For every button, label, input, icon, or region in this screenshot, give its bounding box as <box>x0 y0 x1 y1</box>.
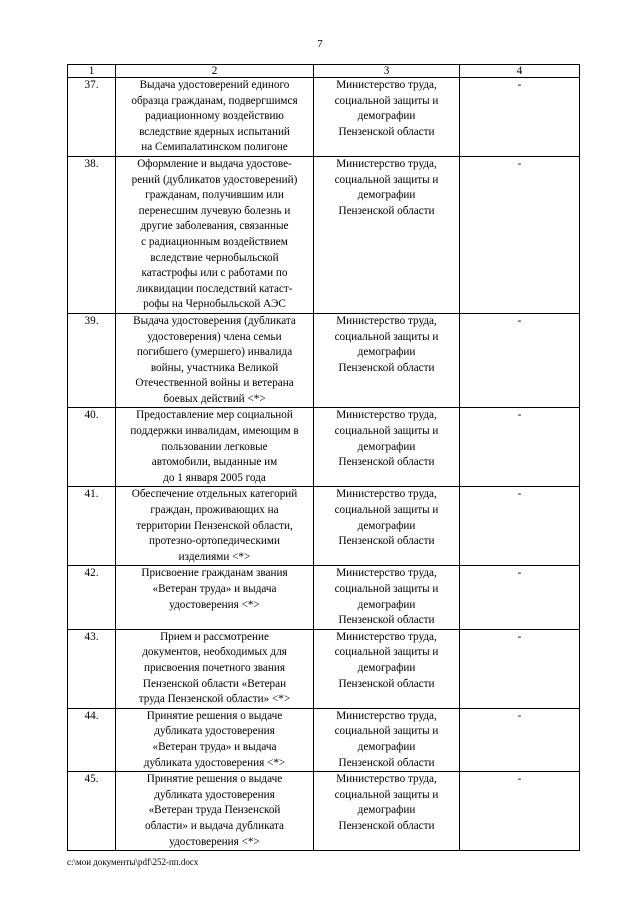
service-name-cell: Принятие решения о выдаче дубликата удостоверения «Ветеран труда Пензенской области» и выдача дубликата удостоверения <*> <box>116 772 314 851</box>
responsible-body-cell: Министерство труда, социальной защиты и демографии Пензенской области <box>314 566 460 629</box>
service-name-cell: Оформление и выдача удостове- рений (дубликатов удостоверений) гражданам, получившим или перенесшим лучевую болезнь и другие заболевания, связанные с радиационным воздействием вследствие чернобыльской катастрофы или с работами по ликвидации последствий катаст- рофы на Чернобыльской АЭС <box>116 156 314 313</box>
row-number-cell: 45. <box>68 772 116 851</box>
note-cell: - <box>460 156 580 313</box>
note-cell: - <box>460 629 580 708</box>
service-name-cell: Обеспечение отдельных категорий граждан, проживающих на территории Пензенской области, протезно-ортопедическими изделиями <*> <box>116 487 314 566</box>
table-row <box>68 487 580 566</box>
column-header-3: 3 <box>314 65 460 78</box>
service-name-cell: Выдача удостоверения (дубликата удостоверения) члена семьи погибшего (умершего) инвалида войны, участника Великой Отечественной войны и ветерана боевых действий <*> <box>116 313 314 408</box>
row-number-cell: 39. <box>68 313 116 408</box>
note-cell: - <box>460 566 580 629</box>
table-row <box>68 629 580 708</box>
responsible-body-cell: Министерство труда, социальной защиты и демографии Пензенской области <box>314 78 460 157</box>
row-number-cell: 42. <box>68 566 116 629</box>
header-row <box>68 65 580 78</box>
table-row <box>68 78 580 157</box>
column-header-1: 1 <box>68 65 116 78</box>
table-row <box>68 708 580 771</box>
table-row <box>68 313 580 408</box>
note-cell: - <box>460 772 580 851</box>
responsible-body-cell: Министерство труда, социальной защиты и демографии Пензенской области <box>314 629 460 708</box>
row-number-cell: 37. <box>68 78 116 157</box>
table-row <box>68 772 580 851</box>
row-number-cell: 44. <box>68 708 116 771</box>
responsible-body-cell: Министерство труда, социальной защиты и демографии Пензенской области <box>314 156 460 313</box>
service-name-cell: Предоставление мер социальной поддержки инвалидам, имеющим в пользовании легковые автомобили, выданные им до 1 января 2005 года <box>116 408 314 487</box>
responsible-body-cell: Министерство труда, социальной защиты и демографии Пензенской области <box>314 487 460 566</box>
responsible-body-cell: Министерство труда, социальной защиты и демографии Пензенской области <box>314 772 460 851</box>
service-name-cell: Принятие решения о выдаче дубликата удостоверения «Ветеран труда» и выдача дубликата удостоверения <*> <box>116 708 314 771</box>
service-name-cell: Присвоение гражданам звания «Ветеран труда» и выдача удостоверения <*> <box>116 566 314 629</box>
table-row <box>68 408 580 487</box>
column-header-4: 4 <box>460 65 580 78</box>
page-number: 7 <box>317 38 323 50</box>
responsible-body-cell: Министерство труда, социальной защиты и демографии Пензенской области <box>314 313 460 408</box>
table-row <box>68 566 580 629</box>
row-number-cell: 41. <box>68 487 116 566</box>
note-cell: - <box>460 313 580 408</box>
note-cell: - <box>460 408 580 487</box>
note-cell: - <box>460 487 580 566</box>
table-row <box>68 156 580 313</box>
row-number-cell: 43. <box>68 629 116 708</box>
note-cell: - <box>460 78 580 157</box>
row-number-cell: 40. <box>68 408 116 487</box>
responsible-body-cell: Министерство труда, социальной защиты и демографии Пензенской области <box>314 708 460 771</box>
services-table <box>67 64 580 851</box>
column-header-2: 2 <box>116 65 314 78</box>
service-name-cell: Выдача удостоверений единого образца гражданам, подвергшимся радиационному воздействию вследствие ядерных испытаний на Семипалатинском полигоне <box>116 78 314 157</box>
row-number-cell: 38. <box>68 156 116 313</box>
note-cell: - <box>460 708 580 771</box>
service-name-cell: Прием и рассмотрение документов, необходимых для присвоения почетного звания Пензенской области «Ветеран труда Пензенской области» <*> <box>116 629 314 708</box>
responsible-body-cell: Министерство труда, социальной защиты и демографии Пензенской области <box>314 408 460 487</box>
footer-file-path: c:\мои документы\pdf\252-пп.docx <box>67 857 199 867</box>
